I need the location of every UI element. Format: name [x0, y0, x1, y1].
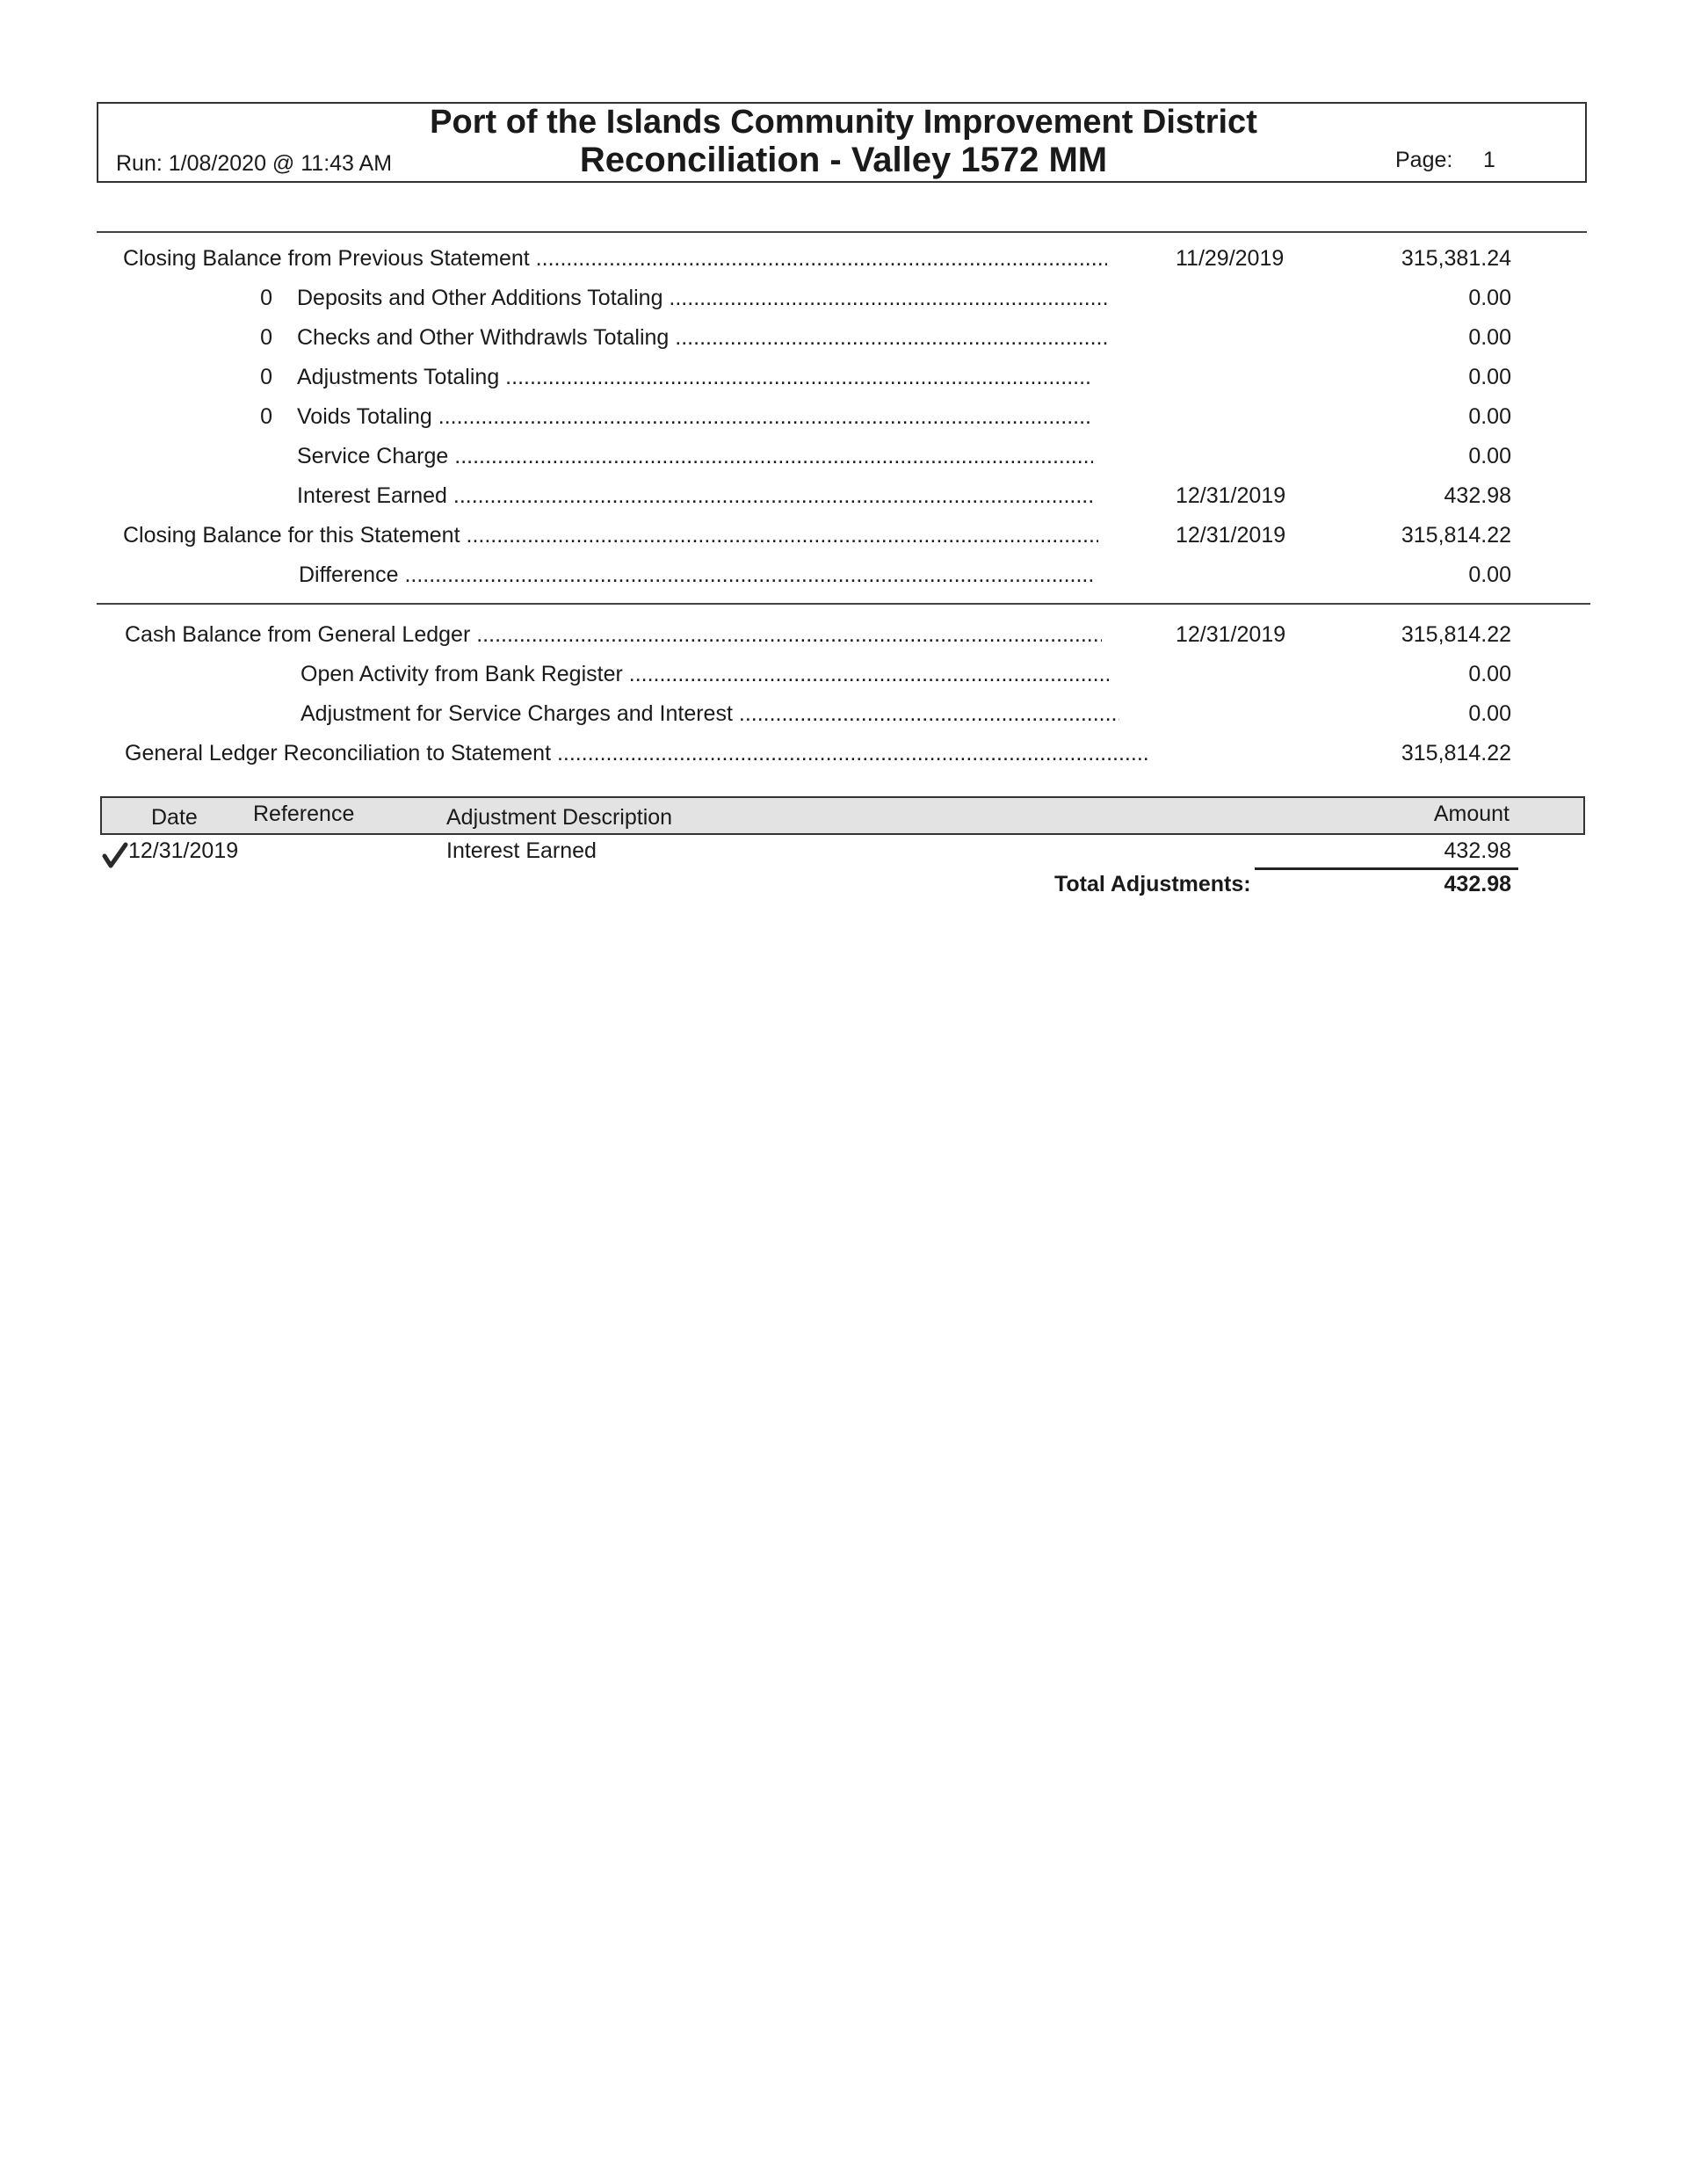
ledger-row	[0, 701, 1687, 736]
summary-label: Closing Balance from Previous Statement .....	[123, 246, 1107, 272]
column-header-description: Adjustment Description	[446, 805, 673, 830]
summary-label: Difference .....	[299, 562, 1093, 588]
summary-count: 0	[260, 286, 272, 310]
ledger-row	[0, 622, 1687, 657]
summary-row	[0, 444, 1687, 479]
column-header-date: Date	[151, 805, 198, 830]
ledger-amount: 0.00	[1468, 701, 1511, 726]
summary-row	[0, 325, 1687, 360]
summary-row	[0, 483, 1687, 519]
column-header-reference: Reference	[253, 802, 355, 826]
summary-amount: 0.00	[1468, 444, 1511, 468]
summary-label: Service Charge .....	[297, 444, 1093, 469]
summary-amount: 315,814.22	[1401, 523, 1511, 548]
total-adjustments-amount: 432.98	[1444, 872, 1511, 896]
summary-amount: 0.00	[1468, 325, 1511, 350]
summary-row	[0, 246, 1687, 281]
summary-amount: 0.00	[1468, 562, 1511, 587]
summary-label: Deposits and Other Additions Totaling .....	[297, 286, 1107, 311]
ledger-date: 12/31/2019	[1176, 622, 1286, 647]
run-timestamp: Run: 1/08/2020 @ 11:43 AM	[116, 151, 393, 176]
summary-date: 12/31/2019	[1176, 523, 1286, 548]
summary-label: Closing Balance for this Statement .....	[123, 523, 1098, 548]
summary-count: 0	[260, 325, 272, 350]
ledger-row	[0, 741, 1687, 776]
summary-count: 0	[260, 365, 272, 389]
ledger-amount: 0.00	[1468, 662, 1511, 686]
summary-row	[0, 523, 1687, 558]
ledger-label: Open Activity from Bank Register .....	[300, 662, 1109, 687]
ledger-row	[0, 662, 1687, 697]
ledger-amount: 315,814.22	[1401, 741, 1511, 765]
summary-label: Adjustments Totaling .....	[297, 365, 1093, 390]
adjustment-date: 12/31/2019	[128, 838, 239, 863]
summary-amount: 0.00	[1468, 286, 1511, 310]
divider-middle	[97, 603, 1590, 605]
summary-count: 0	[260, 404, 272, 429]
adjustment-amount: 432.98	[1444, 838, 1511, 863]
summary-row	[0, 404, 1687, 439]
divider-top	[97, 231, 1587, 233]
summary-amount: 0.00	[1468, 404, 1511, 429]
summary-row	[0, 365, 1687, 400]
report-subtitle: Reconciliation - Valley 1572 MM	[579, 141, 1108, 179]
report-title: Port of the Islands Community Improvement District	[430, 104, 1257, 141]
check-mark-icon	[102, 842, 128, 868]
ledger-amount: 315,814.22	[1401, 622, 1511, 647]
ledger-label: Adjustment for Service Charges and Interest .....	[300, 701, 1119, 727]
summary-amount: 432.98	[1444, 483, 1511, 508]
column-header-amount: Amount	[1433, 802, 1510, 826]
summary-row	[0, 562, 1687, 598]
total-underline	[1255, 867, 1518, 870]
summary-row	[0, 286, 1687, 321]
summary-label: Voids Totaling .....	[297, 404, 1090, 430]
summary-amount: 315,381.24	[1401, 246, 1511, 271]
page-number: 1	[1483, 148, 1495, 172]
ledger-label: General Ledger Reconciliation to Statement .....	[125, 741, 1149, 766]
page-label: Page:	[1395, 148, 1453, 172]
adjustment-description: Interest Earned	[446, 838, 597, 863]
summary-date: 12/31/2019	[1176, 483, 1286, 508]
total-adjustments-label: Total Adjustments:	[1054, 872, 1251, 896]
summary-amount: 0.00	[1468, 365, 1511, 389]
summary-date: 11/29/2019	[1176, 246, 1285, 271]
ledger-label: Cash Balance from General Ledger .....	[125, 622, 1102, 648]
summary-label: Interest Earned .....	[297, 483, 1093, 509]
summary-label: Checks and Other Withdrawls Totaling .....	[297, 325, 1107, 351]
